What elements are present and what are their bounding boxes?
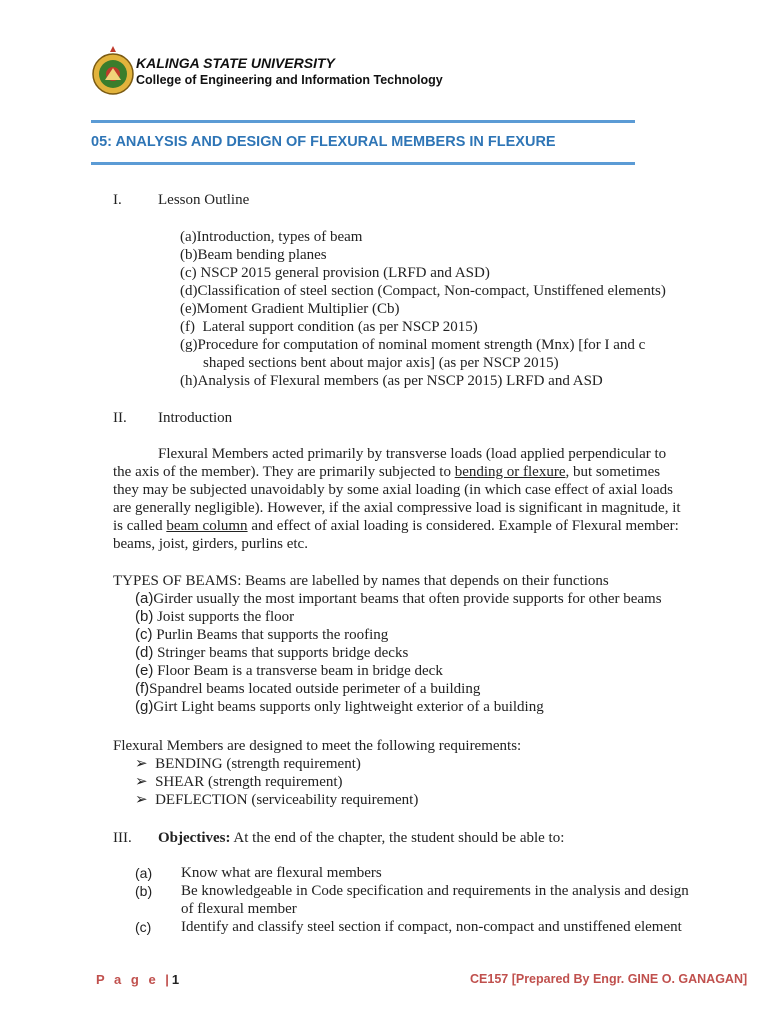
section1-heading: Lesson Outline: [158, 192, 250, 208]
list-item: (g)Girt Light beams supports only lightweight exterior of a building: [135, 698, 544, 715]
college-name: College of Engineering and Information Technology: [136, 73, 443, 87]
requirements-intro: Flexural Members are designed to meet the following requirements:: [113, 738, 522, 754]
section3-numeral: III.: [113, 830, 132, 846]
list-item: (h)Analysis of Flexural members (as per NSCP 2015) LRFD and ASD: [180, 373, 603, 389]
footer-credit: CE157 [Prepared By Engr. GINE O. GANAGAN]: [470, 972, 748, 986]
list-item: Know what are flexural members: [181, 865, 382, 881]
list-item: (a)Introduction, types of beam: [180, 229, 363, 245]
list-marker: (a): [135, 865, 153, 881]
list-marker: (b): [135, 883, 153, 899]
list-item: (b) Joist supports the floor: [135, 608, 295, 625]
list-item-continuation: of flexural member: [181, 901, 297, 917]
paragraph-line: Flexural Members acted primarily by transverse loads (load applied perpendicular to: [158, 446, 667, 462]
list-item: (c) Purlin Beams that supports the roofing: [135, 626, 389, 643]
types-intro: TYPES OF BEAMS: Beams are labelled by names that depends on their functions: [113, 573, 609, 589]
section1-numeral: I.: [113, 192, 122, 208]
university-name: KALINGA STATE UNIVERSITY: [136, 55, 335, 71]
module-title: 05: ANALYSIS AND DESIGN OF FLEXURAL MEMBERS IN FLEXURE: [91, 134, 556, 150]
list-item: (f)Spandrel beams located outside perimeter of a building: [135, 680, 481, 697]
page-number: 1: [171, 972, 183, 987]
section2-numeral: II.: [113, 410, 127, 426]
section2-heading: Introduction: [158, 410, 233, 426]
list-item: (e)Moment Gradient Multiplier (Cb): [180, 301, 400, 317]
list-item: ➢ SHEAR (strength requirement): [135, 774, 343, 790]
paragraph-line: are generally negligible). However, if the axial compressive load is significant in magnitude, it: [113, 500, 681, 516]
list-item: (a)Girder usually the most important beams that often provide supports for other beams: [135, 590, 662, 607]
top-divider: [91, 120, 635, 123]
list-item: (c) NSCP 2015 general provision (LRFD and ASD): [180, 265, 490, 281]
list-item: ➢ BENDING (strength requirement): [135, 756, 361, 772]
page-footer-label: P a g e |1: [96, 972, 183, 987]
university-seal-logo: [91, 44, 135, 98]
list-item: (d)Classification of steel section (Compact, Non-compact, Unstiffened elements): [180, 283, 666, 299]
arrow-bullet-icon: ➢: [135, 756, 148, 772]
paragraph-line: they may be subjected unavoidably by some axial loading (in which case effect of axial loads: [113, 482, 673, 498]
list-item: (b)Beam bending planes: [180, 247, 327, 263]
list-item: (d) Stringer beams that supports bridge decks: [135, 644, 409, 661]
paragraph-line: is called beam column and effect of axial loading is considered. Example of Flexural member:: [113, 518, 679, 534]
paragraph-line: the axis of the member). They are primarily subjected to bending or flexure, but sometimes: [113, 464, 661, 480]
list-marker: (c): [135, 919, 152, 935]
list-item: ➢ DEFLECTION (serviceability requirement): [135, 792, 419, 808]
arrow-bullet-icon: ➢: [135, 792, 148, 808]
list-item: (g)Procedure for computation of nominal moment strength (Mnx) [for I and c: [180, 337, 646, 353]
objectives-line: Objectives: At the end of the chapter, the student should be able to:: [158, 830, 565, 846]
arrow-bullet-icon: ➢: [135, 774, 148, 790]
paragraph-line: beams, joist, girders, purlins etc.: [113, 536, 308, 552]
list-item: Be knowledgeable in Code specification and requirements in the analysis and design: [181, 883, 689, 899]
list-item: (f) Lateral support condition (as per NSCP 2015): [180, 319, 478, 335]
list-item: (e) Floor Beam is a transverse beam in bridge deck: [135, 662, 443, 679]
bottom-divider: [91, 162, 635, 165]
list-item: Identify and classify steel section if compact, non-compact and unstiffened element: [181, 919, 682, 935]
list-item-continuation: shaped sections bent about major axis] (as per NSCP 2015): [203, 355, 559, 371]
